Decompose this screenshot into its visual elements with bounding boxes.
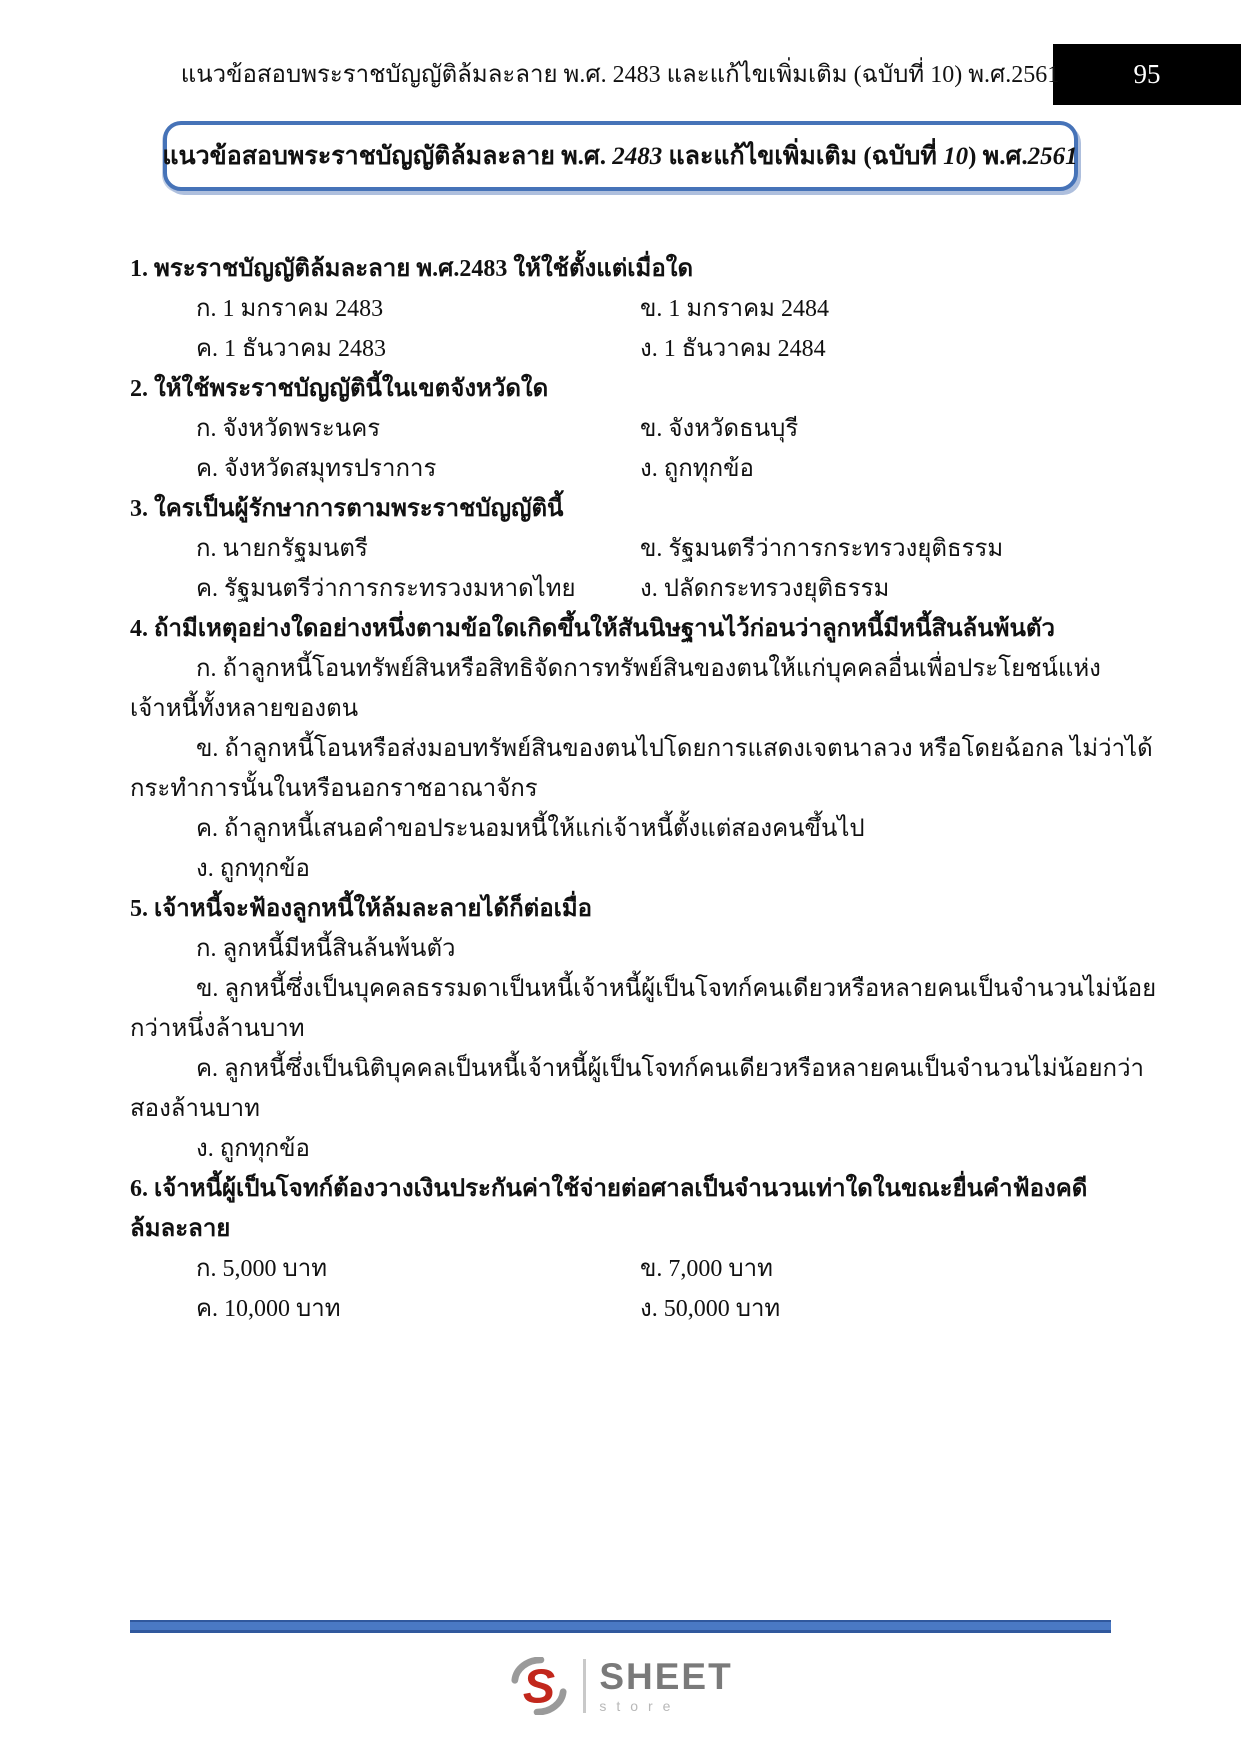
option: ข. 7,000 บาท	[640, 1256, 773, 1282]
options-grid	[130, 529, 1110, 609]
option: ข. จังหวัดธนบุรี	[640, 416, 799, 442]
option: ก. จังหวัดพระนคร	[196, 416, 381, 442]
option: ก. 5,000 บาท	[196, 1256, 328, 1282]
option-line: ค. ถ้าลูกหนี้เสนอคำขอประนอมหนี้ให้แก่เจ้าหนี้ตั้งแต่สองคนขึ้นไป	[196, 816, 865, 842]
question	[130, 889, 1157, 1169]
question	[130, 489, 1110, 609]
footer-divider	[130, 1620, 1111, 1633]
option: ก. 1 มกราคม 2483	[196, 296, 384, 322]
option: ง. 1 ธันวาคม 2484	[640, 336, 826, 362]
option-line: ง. ถูกทุกข้อ	[196, 1136, 310, 1162]
logo-text	[599, 1655, 733, 1714]
option-line: สองล้านบาท	[130, 1096, 260, 1122]
title-box	[163, 121, 1078, 191]
option-line: ง. ถูกทุกข้อ	[196, 856, 310, 882]
question-text: 3. ใครเป็นผู้รักษาการตามพระราชบัญญัตินี้	[130, 496, 564, 522]
question	[130, 249, 1110, 369]
question-text: ล้มละลาย	[130, 1216, 231, 1242]
logo-divider	[583, 1659, 586, 1713]
option: ง. ปลัดกระทรวงยุติธรรม	[640, 576, 890, 602]
sheet-store-logo-icon	[508, 1657, 570, 1715]
logo-subbrand: store	[599, 1697, 681, 1714]
option: ค. รัฐมนตรีว่าการกระทรวงมหาดไทย	[196, 576, 576, 602]
question-text: 4. ถ้ามีเหตุอย่างใดอย่างหนึ่งตามข้อใดเกิดขึ้นให้สันนิษฐานไว้ก่อนว่าลูกหนี้มีหนี้สินล้นพ้นตัว	[130, 616, 1055, 642]
question-text: 1. พระราชบัญญัติล้มละลาย พ.ศ.2483 ให้ใช้ตั้งแต่เมื่อใด	[130, 256, 694, 282]
logo-letter: S	[523, 1659, 556, 1714]
title-text: แนวข้อสอบพระราชบัญญัติล้มละลาย พ.ศ. 2483 และแก้ไขเพิ่มเติม (ฉบับที่ 10) พ.ศ.2561	[162, 143, 1078, 170]
question-text: 5. เจ้าหนี้จะฟ้องลูกหนี้ให้ล้มละลายได้ก็ต่อเมื่อ	[130, 896, 593, 922]
option: ค. 1 ธันวาคม 2483	[196, 336, 386, 362]
option-line: กระทำการนั้นในหรือนอกราชอาณาจักร	[130, 776, 538, 802]
option: ง. ถูกทุกข้อ	[640, 456, 754, 482]
option: ค. จังหวัดสมุทรปราการ	[196, 456, 437, 482]
logo-brand: SHEET	[599, 1655, 733, 1697]
options-grid	[130, 1249, 1110, 1329]
sheet-store-logo	[0, 1646, 1241, 1726]
option-line: ค. ลูกหนี้ซึ่งเป็นนิติบุคคลเป็นหนี้เจ้าหนี้ผู้เป็นโจทก์คนเดียวหรือหลายคนเป็นจำนวนไม่น้อยกว่า	[196, 1056, 1145, 1082]
questions	[130, 249, 1157, 1329]
option: ข. 1 มกราคม 2484	[640, 296, 829, 322]
option: ก. นายกรัฐมนตรี	[196, 536, 368, 562]
question	[130, 1169, 1110, 1329]
question	[130, 609, 1153, 889]
page-number: 95	[1133, 59, 1161, 89]
question	[130, 369, 1110, 489]
question-text: 2. ให้ใช้พระราชบัญญัตินี้ในเขตจังหวัดใด	[130, 376, 549, 402]
options-grid	[130, 289, 1110, 369]
options-grid	[130, 409, 1110, 489]
option-line: ข. ถ้าลูกหนี้โอนหรือส่งมอบทรัพย์สินของตนไปโดยการแสดงเจตนาลวง หรือโดยฉ้อกล ไม่ว่าได้	[196, 736, 1153, 762]
option-line: ก. ลูกหนี้มีหนี้สินล้นพ้นตัว	[196, 936, 456, 962]
option-line: กว่าหนึ่งล้านบาท	[130, 1016, 305, 1042]
option-line: ก. ถ้าลูกหนี้โอนทรัพย์สินหรือสิทธิจัดการทรัพย์สินของตนให้แก่บุคคลอื่นเพื่อประโยชน์แห่ง	[196, 656, 1101, 682]
option-line: ข. ลูกหนี้ซึ่งเป็นบุคคลธรรมดาเป็นหนี้เจ้าหนี้ผู้เป็นโจทก์คนเดียวหรือหลายคนเป็นจำนวนไม่น้อย	[196, 976, 1157, 1002]
option: ง. 50,000 บาท	[640, 1296, 781, 1322]
option-line: เจ้าหนี้ทั้งหลายของตน	[130, 696, 359, 722]
option: ค. 10,000 บาท	[196, 1296, 341, 1322]
running-header: แนวข้อสอบพระราชบัญญัติล้มละลาย พ.ศ. 2483 และแก้ไขเพิ่มเติม (ฉบับที่ 10) พ.ศ.2561	[180, 62, 1060, 88]
question-text: 6. เจ้าหนี้ผู้เป็นโจทก์ต้องวางเงินประกันค่าใช้จ่ายต่อศาลเป็นจำนวนเท่าใดในขณะยื่นคำฟ้องคดี	[130, 1176, 1088, 1202]
option: ข. รัฐมนตรีว่าการกระทรวงยุติธรรม	[640, 536, 1004, 562]
